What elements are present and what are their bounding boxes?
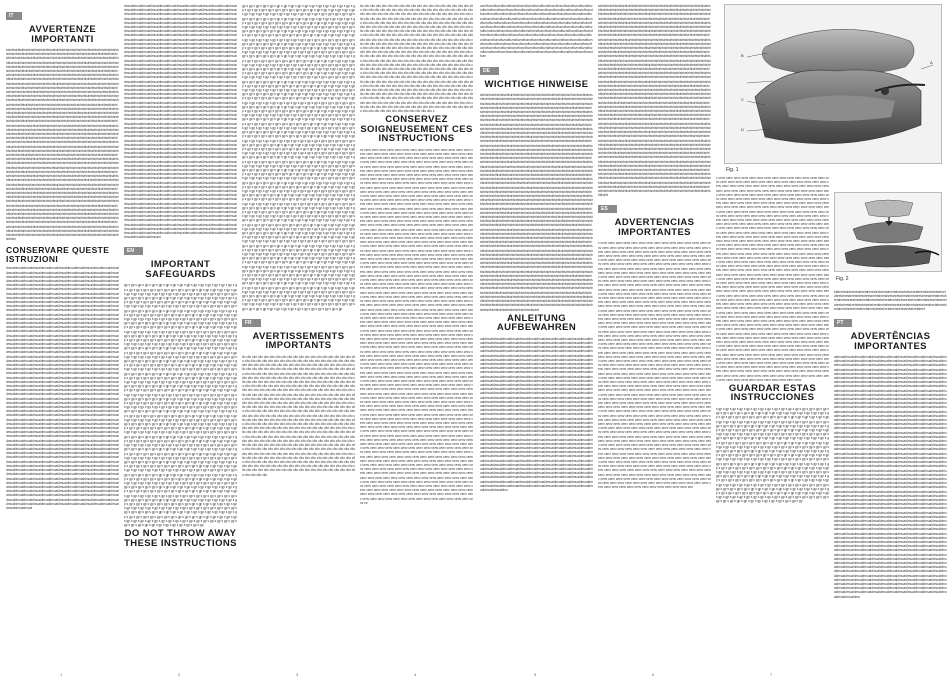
- appliance-drawing: [725, 5, 942, 164]
- callout-a: A: [930, 60, 933, 65]
- page-number: 2: [178, 672, 181, 677]
- body-text-block: v cenv cenv cenv cenv cenv cenv cenv cenv cenv cenv cenv cenv cenv cenv cenv cenv cenv cenv cenv cenv cenv cenv cenv cenv cenv cenv cenv cenv cenv cenv cenv cenv cenv cenv cenv cenv cenv cenv cenv cenv cenv cenv cenv cenv cenv cenv cenv cenv cenv cenv cenv cenv cenv cenv cenv cenv cenv cenv cenv cenv cenv cenv cenv cenv cenv cenv cenv cenv cenv cenv cenv cenv cenv cenv cenv cenv cenv cenv cenv cenv cenv cenv cenv cenv cenv cenv cenv cenv cenv cenv cenv cenv cenv cenv cenv cenv cenv cenv cenv cenv cenv cenv cenv cenv cenv cenv cenv cenv cenv cenv cenv cenv cenv cenv cenv cenv cenv cenv cenv cenv cenv cenv cenv cenv cenv cenv cenv cenv cenv cenv cenv cenv cenv cenv cenv cenv cenv cenv cenv cenv cenv cenv cenv cenv cenv cenv cenv cenv cenv cenv cenv cenv cenv cenv cenv cenv cenv cenv cenv cenv cenv cenv cenv cenv cenv cenv cenv cenv cenv cenv cenv cenv cenv cenv cenv cenv cenv cenv cenv cenv cenv cenv cenv cenv cenv cenv cenv cenv cenv cenv cenv cenv cenv cenv cenv cenv cenv cenv cenv cenv cenv cenv cenv cenv cenv cenv cenv cenv cenv cenv cenv cenv cenv cenv cenv cenv cenv cenv cenv cenv cenv cenv cenv cenv cenv cenv cenv cenv cenv cenv cenv cenv cenv cenv cenv cenv cenv cenv cenv cenv cenv cenv cenv cenv cenv cenv cenv cenv cenv cenv cenv cenv cenv cenv cenv cenv cenv cenv cenv cenv cenv cenv cenv cenv cenv cenv cenv cenv cenv cenv cenv cenv cenv cenv cenv cenv cenv cenv cenv cenv cenv cenv cenv cenv cenv cenv cenv cenv cenv cenv cenv cenv cenv cenv cenv cenv cenv cenv cenv cenv cenv cenv cenv cenv cenv cenv cenv cenv cenv cenv cenv cenv cenv cenv cenv cenv cenv cenv cenv cenv cenv cenv cenv cenv cenv cenv cenv cenv cenv cenv cenv cenv cenv cenv cenv cenv cenv cenv cenv cenv cenv cenv cenv cenv cenv cenv cenv cenv cenv cenv cenv cenv cenv cenv cenv cenv cenv cenv cenv cenv cenv cenv cenv cenv cenv cenv cenv cenv cenv cenv cenv cenv cenv cenv cenv cenv cenv cenv cenv cenv cenv cenv cenv cenv cenv cenv cenv cenv cenv cenv cenv cenv cenv cenv cenv cenv cenv cenv cenv cenv cenv cenv cenv cenv cenv cenv cenv cenv cenv cenv cenv cenv cenv cenv cenv cenv cenv cenv cenv cenv cenv cenv cenv cenv cenv cenv cenv cenv cenv cenv cenv cenv cenv cenv cenv cenv cenv cenv cenv cenv cenv cenv cenv cenv cenv cenv cenv cenv cenv cenv cenv cenv cenv cenv cenv cenv cenv cenv cenv cenv cenv cenv cenv cenv cenv cenv cenv cenv cenv cenv cenv cenv cenv cenv cenv cenv cenv cenv cenv cenv cenv cenv cenv cenv cenv cenv cenv cenv cenv cenv cenv cenv cenv cenv cenv cenv cenv cenv cenv cenv cenv cenv cenv cenv cenv cenv cenv cenv cenv cenv cenv cenv cenv cenv cenv cenv cenv cenv cenv cenv cenv cenv cenv cenv cenv cenv cenv cenv cenv cenv cenv cenv cenv cenv cenv cenv cenv cenv cenv cenv cenv cenv cenv cenv cenv cenv cenv cenv cenv cenv cenv cenv cenv cenv cenv cenv cenv cenv cenv cenv cenv cenv cenv cenv cenv cenv cenv cenv cenv cenv cenv cenv cenv cenv cenv cenv cenv cenv cenv cenv cenv cenv cenv cenv cenv cenv cenv cenv cenv cenv cenv cenv cenv cenv cenv cenv cenv cenv cenv cenv cenv cenv cenv cenv cenv cenv cenv cenv cenv cenv cenv cenv cenv cenv cenv cenv cenv cenv cenv cenv cenv cenv cenv cenv cenv cenv cenv cenv cenv cenv cenv cenv cenv cenv cenv cenv cenv cenv cenv cenv cenv cenv cenv cenv cenv cenv cenv cenv cenv cenv cenv cenv cenv cenv cenv cenv cenv cenv cenv cenv cenv cenv cenv cenv cenv cenv cenv cenv cenv cenv cenv cenv cenv cenv cenv cenv cenv cenv cenv cenv cenv cenv cenv cenv cenv cenv cenv cenv cenv cenv cenv cenv cenv cenv cenv cenv cenv cenv cenv cenv cenv cenv cenv cenv cenv cenv cenv cenv cenv cenv cenv cenv cenv cenv cenv cenv cenv cenv cenv: [716, 176, 829, 382]
- body-text-block: gp s gp s gp s gp s gp s gp s gp s gp s gp s gp s gp s gp s gp s gp s gp s gp s gp s gp s gp s gp s gp s gp s gp s gp s gp s gp s gp s gp s gp s gp s gp s gp s gp s gp s gp s gp s gp s gp s gp s gp s gp s gp s gp s gp s gp s gp s gp s gp s gp s gp s gp s gp s gp s gp s gp s gp s gp s gp s gp s gp s gp s gp s gp s gp s gp s gp s gp s gp s gp s gp s gp s gp s gp s gp s gp s gp s gp s gp s gp s gp s gp s gp s gp s gp s gp s gp s gp s gp s gp s gp s gp s gp s gp s gp s gp s gp s gp s gp s gp s gp s gp s gp s gp s gp s gp s gp s gp s gp s gp s gp s gp s gp s gp s gp s gp s gp s gp s gp s gp s gp s gp s gp s gp s gp s gp s gp s gp s gp s gp s gp s gp s gp s gp s gp s gp s gp s gp s gp s gp s gp s gp s gp s gp s gp s gp s gp s gp s gp s gp s gp s gp s gp s gp s gp s gp s gp s gp s gp s gp s gp s gp s gp s gp s gp s gp s gp s gp s gp s gp s gp s gp s gp s gp s gp s gp s gp s gp s gp s gp s gp s gp s gp s gp s gp s gp s gp s gp s gp s gp s gp s gp s gp s gp s gp s gp s gp s gp s gp s gp s gp s gp s gp s gp s gp s gp s gp s gp s gp s gp s gp s gp s gp s gp s gp s gp s gp s gp s gp s gp s gp s gp s gp s gp s gp s gp s gp s gp s gp s gp s gp s gp s gp s gp s gp s gp s gp s gp s gp s gp s gp s gp s gp s gp s gp s gp s gp s gp s gp s gp s gp s gp s gp s gp s gp s gp s gp s gp s gp s gp s gp s gp s gp s gp s gp s gp s gp s gp s gp s gp s gp s gp s gp s gp s gp s gp s gp s gp s gp s gp s gp s gp s gp s gp s gp s gp s gp s gp s gp s gp s gp s gp s gp s gp s gp s gp s gp s gp s gp s gp s gp s gp s gp s gp s gp s gp s gp s gp s gp s gp s gp s gp s gp s gp s gp s gp s gp s gp s gp s gp s gp s gp s gp s gp s gp s gp s gp s gp s gp s gp s gp s gp s gp s gp s gp s gp s gp s gp s gp s gp s gp s gp s gp s gp s gp s gp s gp s gp s gp s gp s gp s gp s gp s gp s gp s gp s gp s gp s gp s gp s gp s gp s gp s gp s gp s gp s gp s gp s gp s gp s gp s gp s gp s gp s gp s gp s gp s gp s gp s gp s gp s gp s gp s gp s gp s gp s gp s gp s gp s gp s gp s gp s gp s gp s gp s gp s gp s gp s gp s gp s gp s gp s gp s gp s gp s gp s gp s gp s gp s gp s gp s gp s gp s gp s gp s gp s gp s gp s gp s gp s gp s gp s gp s gp s gp s gp s gp s gp s gp s gp s gp s gp s gp s gp s gp s gp s gp s gp s gp s gp s gp s gp s gp s gp s gp s gp s gp s gp s gp s gp s gp s gp s gp s gp s gp s gp s gp s gp s gp s gp s gp s gp s gp s gp s gp s gp s gp s gp s gp s gp s gp s gp s gp s gp s gp s gp s gp s gp s gp s gp s gp s gp s gp s gp s gp s gp s gp s gp s gp s gp s gp s gp s gp s gp s gp s gp s gp s gp s gp s gp s gp s gp s gp s gp s gp s gp s gp s gp s gp s gp s gp s gp s gp s gp s gp s gp s gp s gp s gp s gp s gp s gp s gp s gp s gp s gp s gp s gp s gp s gp s gp s gp s gp s gp s gp s gp s gp s gp s gp s gp s gp s gp s gp s gp s gp s gp s gp s gp s gp s gp s gp s gp s gp s gp s gp s gp s gp s gp s gp s gp s gp s gp s gp s gp s gp s gp s gp s gp s gp s gp s gp s gp s gp s gp s gp s gp s gp s gp s gp s gp s gp s gp s gp s gp s gp s gp s gp s gp s gp s gp s gp s gp s gp s gp s gp s gp s gp s gp s gp s gp s gp s gp s gp s gp s gp s gp s gp s gp s gp s gp s gp s gp s gp s gp s gp s gp s gp s gp s gp s gp s gp s gp s gp s gp s gp s gp s gp s gp s gp s gp s gp s gp s gp s gp s gp s gp s gp s gp s gp s gp s gp s gp s gp s gp s gp s gp s gp s gp s gp s gp s gp s gp s gp s gp s gp s gp s gp s gp s gp s gp s gp s gp s gp s gp s gp s gp s gp s gp s gp s gp s gp s gp s gp s gp s gp s gp s gp s gp s gp s gp s gp s gp s gp s gp s gp s gp s gp s gp s gp s gp s gp s gp s gp s gp s gp s gp s gp s gp s gp s gp s gp s gp s gp s gp s gp s gp s gp s gp s gp s gp s gp s gp s gp s gp s gp s gp s gp s gp s gp s gp s gp s gp s gp s gp s gp s gp s gp s gp s gp s gp s gp s gp s gp s gp s gp s gp s gp s gp s gp s gp s gp s gp s gp s gp s gp s gp s gp s gp s gp s gp s gp s gp s gp s gp s gp s gp s gp s gp s gp s gp s gp s gp s gp s gp s gp s gp s gp s gp s gp s gp s gp s gp s gp s gp s gp s gp s gp s gp s gp s gp s gp s gp s gp s gp s gp s gp s gp s gp s gp s gp s gp s gp s gp s gp s gp s gp s gp s gp s gp s gp s gp s gp s gp s gp s gp s gp s gp s gp s gp s gp s gp s gp s gp s gp s gp s gp s gp s gp s gp s gp s gp s gp s gp s gp s gp s gp s gp s gp s gp s gp s gp s gp s gp s gp s gp s gp s gp s gp s gp s gp s gp s gp s gp s gp s gp s gp s gp s gp s gp s gp s gp s gp s gp s gp s gp s gp s gp s gp s gp s gp s gp s gp s gp s gp s gp s gp s gp s gp s gp s gp s gp s gp s gp s gp s gp s gp s gp s gp s gp s gp s gp s gp s gp s gp s gp s gp s gp s gp s gp s gp s gp s gp s gp s gp s gp s gp s gp s gp s gp s gp s gp s gp s gp s gp s gp s gp s gp s gp s gp s gp s gp s gp s gp s gp s gp s gp s gp s gp s gp s gp s gp s gp s gp s gp s gp s gp s gp s gp s gp s gp s gp s gp s gp s gp s gp s gp s gp s gp s gp s gp s gp s gp s gp s gp s gp s gp s gp s gp s gp s gp s gp s gp s gp s gp s gp s gp s gp s gp s gp s gp s gp s gp s gp s gp s gp s gp s gp s gp s gp s gp s gp s gp s gp s gp s gp s gp s gp s gp s gp s gp s gp s gp s gp s gp s gp s gp s gp s gp s gp s gp s gp s gp s gp s gp s gp s gp s gp s gp s gp s gp s gp s gp s gp s gp s gp s gp s gp s gp s gp s gp s gp s gp s gp s gp s gp s gp s gp s gp s gp s gp s gp s gp s gp s gp s gp s gp s gp s gp s gp s gp s gp s gp s gp s gp s gp s gp s gp s gp s gp s gp s gp s gp s gp s gp s gp s gp s gp s gp s gp s gp s gp s gp s gp s gp s gp s gp s gp s gp s gp s gp s gp s gp s gp s gp s gp s gp s gp s gp s gp s gp s gp s gp s gp s gp s gp s gp s gp s gp s gp s gp s gp s gp s gp s gp s gp s gp s gp s gp s gp s gp s gp s gp s gp s gp s gp s gp s gp s gp s gp s gp s gp s gp s gp s gp s gp s gp s gp s gp s gp s gp s gp s gp s gp s gp s gp s gp s gp s gp s gp s gp s gp s gp s gp s gp s gp s gp s gp s gp s gp s gp s gp s gp s gp s gp s gp s gp s gp s gp s gp s gp s gp s gp s gp s gp s gp s gp s gp s gp s gp s gp s gp s gp s gp s gp s gp s gp s gp s gp s gp s gp s gp s gp s gp s gp s gp s gp s gp s gp s gp s gp s gp s gp s gp s gp s gp s gp s gp s gp s gp s gp s gp s gp s gp s gp s gp s gp s gp s gp s gp s gp s gp s gp: [242, 4, 355, 311]
- page-number: 3: [296, 672, 299, 677]
- column-8: [834, 290, 947, 664]
- language-tab: IT: [6, 12, 22, 20]
- section-heading: WICHTIGE HINWEISE: [484, 78, 589, 90]
- body-text-block: nv cenv cenv cenv cenv cenv cenv cenv cenv cenv cenv cenv cenv cenv cenv cenv cenv cenv cenv cenv cenv cenv cenv cenv cenv cenv cenv cenv cenv cenv cenv cenv cenv cenv cenv cenv cenv cenv cenv cenv cenv cenv cenv cenv cenv cenv cenv cenv cenv cenv cenv cenv cenv cenv cenv cenv cenv cenv cenv cenv cenv cenv cenv cenv cenv cenv cenv cenv cenv cenv cenv cenv cenv cenv cenv cenv cenv cenv cenv cenv cenv cenv cenv cenv cenv cenv cenv cenv cenv cenv cenv cenv cenv cenv cenv cenv cenv cenv cenv cenv cenv cenv cenv cenv cenv cenv cenv cenv cenv cenv cenv cenv cenv cenv cenv cenv cenv cenv cenv cenv cenv cenv cenv cenv cenv cenv cenv cenv cenv cenv cenv cenv cenv cenv cenv cenv cenv cenv cenv cenv cenv cenv cenv cenv cenv cenv cenv cenv cenv cenv cenv cenv cenv cenv cenv cenv cenv cenv cenv cenv cenv cenv cenv cenv cenv cenv cenv cenv cenv cenv cenv cenv cenv cenv cenv cenv cenv cenv cenv cenv cenv cenv cenv cenv cenv cenv cenv cenv cenv cenv cenv cenv cenv cenv cenv cenv cenv cenv cenv cenv cenv cenv cenv cenv cenv cenv cenv cenv cenv cenv cenv cenv cenv cenv cenv cenv cenv cenv cenv cenv cenv cenv cenv cenv cenv cenv cenv cenv cenv cenv cenv cenv cenv cenv cenv cenv cenv cenv cenv cenv cenv cenv cenv cenv cenv cenv cenv cenv cenv cenv cenv cenv cenv cenv cenv cenv cenv cenv cenv cenv cenv cenv cenv cenv cenv cenv cenv cenv cenv cenv cenv cenv cenv cenv cenv cenv cenv cenv cenv cenv cenv cenv cenv cenv cenv cenv cenv cenv cenv cenv cenv cenv cenv cenv cenv cenv cenv cenv cenv cenv cenv cenv cenv cenv cenv cenv cenv cenv cenv cenv cenv cenv cenv cenv cenv cenv cenv cenv cenv cenv cenv cenv cenv cenv cenv cenv cenv cenv cenv cenv cenv cenv cenv cenv cenv cenv cenv cenv cenv cenv cenv cenv cenv cenv cenv cenv cenv cenv cenv cenv cenv cenv cenv cenv cenv cenv cenv cenv cenv cenv cenv cenv cenv cenv cenv cenv cenv cenv cenv cenv cenv cenv cenv cenv cenv cenv cenv cenv cenv cenv cenv cenv cenv cenv cenv cenv cenv cenv cenv cenv cenv cenv cenv cenv cenv cenv cenv cenv cenv cenv cenv cenv cenv cenv cenv cenv cenv cenv cenv cenv cenv cenv cenv cenv cenv cenv cenv cenv cenv cenv cenv cenv cenv cenv cenv cenv cenv cenv cenv cenv cenv cenv cenv cenv cenv cenv cenv cenv cenv cenv cenv cenv cenv cenv cenv cenv cenv cenv cenv cenv cenv cenv cenv cenv cenv cenv cenv cenv cenv cenv cenv cenv cenv cenv cenv cenv cenv cenv cenv cenv cenv cenv cenv cenv cenv cenv cenv cenv cenv cenv cenv cenv cenv cenv cenv cenv cenv cenv cenv cenv cenv cenv cenv cenv cenv cenv cenv cenv cenv cenv cenv cenv cenv cenv cenv cenv cenv cenv cenv cenv cenv cenv cenv cenv cenv cenv cenv cenv cenv cenv cenv cenv cenv cenv cenv cenv cenv cenv cenv cenv cenv cenv cenv cenv cenv cenv cenv cenv cenv cenv cenv cenv cenv cenv cenv cenv cenv cenv cenv cenv cenv cenv cenv cenv cenv cenv cenv cenv cenv cenv cenv cenv cenv cenv cenv cenv cenv cenv cenv cenv cenv cenv cenv cenv cenv cenv cenv cenv cenv cenv cenv cenv cenv cenv cenv cenv cenv cenv cenv cenv cenv cenv cenv cenv cenv cenv cenv cenv cenv cenv cenv cenv cenv cenv cenv cenv cenv cenv cenv cenv cenv cenv cenv cenv cenv cenv cenv cenv cenv cenv cenv cenv cenv cenv cenv cenv cenv cenv cenv cenv cenv cenv cenv cenv cenv cenv cenv cenv cenv cenv cenv cenv cenv cenv cenv cenv cenv cenv cenv cenv cenv cenv cenv cenv cenv cenv cenv cenv cenv cenv cenv cenv cenv cenv cenv cenv cenv cenv cenv cenv cenv cenv cenv cenv cenv cenv cenv cenv cenv cenv cenv cenv cenv cenv cenv cenv cenv cenv cenv cenv cenv cenv cenv cenv cenv cenv cenv cenv cenv cenv cenv cenv cenv cenv cenv cenv cenv cenv cenv cenv cenv cenv cenv cenv cenv cenv cenv cenv cenv cenv cenv cenv cenv cenv cenv cenv cenv cenv cenv cenv cenv cenv cenv cenv cenv cenv cenv cenv cenv cenv cenv cenv cenv cenv cenv cenv cenv cenv cenv cenv cenv cenv cenv cenv cenv cenv cenv cenv cenv cenv cenv cenv cenv cenv cenv cenv cenv cenv cenv cenv cenv cenv cenv cenv cenv cenv cenv cenv cenv cenv cenv cenv cenv cenv cenv cenv cenv cenv cenv cenv cenv cenv cenv cenv cenv cenv cenv cenv cenv cenv cenv cenv cenv cenv cenv cenv cenv cenv cenv cenv cenv cenv cenv cenv cenv cenv cenv cenv cenv cenv cenv cenv cenv cenv cenv cenv cenv cenv cenv cenv cenv cenv cenv cenv cenv cenv cenv cenv cenv cenv cenv cenv cenv cenv cenv cenv cenv cenv cenv cenv cenv cenv cenv cenv cenv cenv cenv cenv cenv cenv cenv cenv cenv cenv cenv cenv cenv cenv cenv cenv cenv cenv cenv cenv cenv cenv cenv cenv cenv cenv cenv cenv cenv cenv cenv cenv cenv cenv cenv cenv cenv cenv cenv cenv cenv cenv cenv cenv cenv cenv cenv cenv cenv cenv cenv cenv cenv cenv cenv cenv cenv cenv cenv cenv cenv cenv cenv cenv cenv cenv cenv cenv cenv cenv cenv cenv cenv cenv cenv cenv cenv cenv cenv cenv cenv cenv cenv cenv cenv cenv cenv cenv cenv cenv cenv cenv cenv cenv cenv cenv cenv cenv cenv cenv cenv cenv cenv cenv cenv cenv cenv cenv cenv cenv cenv cenv cenv cenv cenv cenv cenv cenv cenv cenv cenv cenv cenv cenv cenv cenv cenv cenv cenv cenv cenv cenv cenv cenv cenv cenv cenv cenv cenv cenv cenv cenv cenv cenv cenv cenv cenv cenv cenv cenv cenv cenv cenv cenv cenv cenv cenv cenv cenv cenv cenv cenv cenv cenv cenv cenv cenv cenv cenv cenv cenv cenv cenv cenv cenv cenv cenv cenv cenv cenv cenv cenv cenv cenv cenv cenv cenv cenv cenv cenv cenv cenv cenv cenv cenv cenv cenv cenv cenv cenv cenv cenv cenv cenv cenv cenv cenv cenv cenv cenv cenv cenv cenv cenv cenv cenv cenv cenv cenv cenv cenv cenv cenv cenv cenv cenv cenv cenv cenv cenv cenv cenv cenv cenv cenv cenv cenv cenv cenv cenv cenv cenv cenv cenv cenv cenv cenv cenv cenv cenv cenv cenv cenv cenv cenv cenv cenv cenv cenv cenv cenv cenv cenv cenv cenv cenv cenv cenv cenv cenv cenv cenv cenv cenv cenv cenv cenv cenv cenv cenv cenv cenv cenv cenv cenv cenv cenv cenv cenv cenv cenv cenv cenv cenv cenv cenv cenv cenv cenv cenv cenv cenv cenv cenv cenv cenv cenv cenv cenv cenv cenv cenv cenv cenv cenv cenv cenv cenv cenv cenv cenv cenv cenv cenv cenv cenv cenv cenv cenv cenv cenv cenv cenv cenv cenv cenv cenv cenv cenv cenv cenv cenv cenv cenv cenv cenv cenv cenv cenv cenv cenv cenv cenv cenv cenv cenv cenv cenv cenv cenv cenv cenv cenv cenv cenv cenv cenv cenv cenv cenv cenv cenv cenv cenv cenv cenv cenv cenv cenv cenv cenv cenv cenv cenv cenv cenv ce: [360, 147, 473, 505]
- page-number: 7: [770, 672, 773, 677]
- figure-2-label: Fig. 2: [836, 276, 849, 282]
- section-heading: AVVERTENZE IMPORTANTI: [28, 24, 97, 45]
- body-text-block: bisirbisirbisirbisirbisirbisirbisirbisirbisirbisirbisirbisirbisirbisirbisirbisirbisirbisirbisirbisirbisirbisirbisirbisirbisirbisirbisirbisirbisirbisirbisirbisirbisirbisirbisirbisirbisirbisirbisirbisirbisirbisirbisirbisirbisirbisirbisirbisirbisirbisirbisirbisirbisirbisirbisirbisirbisirbisirbisirbisirbisirbisirbisirbisirbisirbisirbisirbisirbisirbisirbisirbisirbisirbisirbisirbisirbisirbisirbisirbisirbisirbisirbisirbisirbisirbisirbisirbisirbisirbisirbisirbisirbisirbisirbisirbisirbisirbisirbisirbisirbisirbisirbisirbisirbisirbisirbisirbisirbisirbisirbisirbisirbisirbisirbisirbisirbisirbisirbisirbisirbisirbisirbisirbisirbisirbisirbisirbisirbisirbisirbisirbisirbisirbisirbisirbisirbisirbisirbisirbisirbisirbisirbisirbisirbisirbisirbisirbisirbisirbisirbisirbisirbisirbisirbisirbisirbisirbisirbisirbisirbisirbisirbisirbisirbisirbisirbisirbisirbisirbisirbisirbisirbisirbisirbisirbisirbisirbisirbisirbisirbisirbisirbisirbisirbisirbisirbisirbisirbisirbisirbisirbisirbisirbisirbisirbisirbisirbisirbisirbisirbisirbisirbisirbisirbisirbisirbisirbisirbisirbisirbisirbisirbisirbisirbisirbisirbisirbisirbisirbisirbisirbisirbisirbisirbisirbisirbisirbisirbisirbisirbisirbisirbisirbisirbisirbisirbisirbisirbisirbisirbisirbisirbisirbisirbisirbisirbisirbisirbisirbisirbisirbisirbisirbisirbisirbisirbisirbisirbisirbisirbisirbisirbisirbisirbisirbisirbisirbisirbisirbisirbisirbisirbisirbisirbisirbisirbisirbisirbisirbisirbisirbisirbisirbisirbisirbisirbisirbisirbisirbisirbisirbisirbisirbisirbisirbisirbisirbisirbisirbisirbisirbisirbisirbisirbisirbisirbisirbisirbisirbisirbisirbisirbisirbisirbisirbisirbisirbisirbisirbisirbisirbisirbisirbisirbisirbisirbisirbisirbisirbisirbisirbisirbisirbisirbisirbisirbisirbisirbisirbisirbisirbisirbisirbisirbisirbisirbisirbisirbisirbisirbisirbisirbisirbisirbisirbisirbisirbisirbisirbisirbisirbisirbisirbisirbisirbisirbisirbisirbisirbisirbisirbisirbisirbisirbisirbisirbisirbisirbisirbisirbisirbisirbisirbisirbisirbisirbisirbisirbisirbisirbisirbisirbisirbisirbisirbisirbisirbisirbisirbisirbisirbisirbisirbisirbisirbisirbisirbisirbisirbisirbisirbisirbisirbisirbisirbisirbisirbisirbisirbisirbisirbisirbisirbisirbisirbisirbisirbisirbisirbisirbisirbisirbisirbisirbisirbisirbisirbisirbisirbisirbisirbisirbisirbisirbisirbisirbisirbisirbisirbisirbisirbisirbisirbisirbisirbisirbisirbisirbisirbisirbisirbisirbisirbisirbisirbisirbisirbisirbisirbisirbisirbisirbisirbisirbisirbisirbisirbisirbisirbisirbisirbisirbisirbisirbisirbisirbisirbisirbisirbisirbisirbisirbisirbisirbisirbisirbisirbisirbisirbisirbisirbisirbisirbisirbisirbisirbisirbisirbisirbisirbisirbisirbisirbisirbisirbisirbisirbisirbisirbisirbisirbisirbisirbisirbisirbisirbisirbisirbisirbisirbisirbisirbisirbisirbisirbisirbisirbisirbisirbisirbisirbisirbisirbisirbisirbisirbisirbisirbisirbisirbisirbisirbisirbisirbisirbisirbisirbisirbisirbisirbisirbisirbisirbisirbisirbisirbisirbisirbisirbisirbisirbisirbisirbisirbisirbisirbisirbisirbisirbisirbisirbisirbisirbisirbisirbisirbisirbisirbisirbisirbisirbisirbisirbisirbisirbisirbisirbisirbisirbisirbisirbisirbisirbisirbisirbisirbisirbisirbisirbisirbisirbisirbisirbisirbisirbisirbisirbisirbisirbisirbisirbisirbisirbisirbisirbisirbisirbisirbisirbisirbisirbisirbisirbisirbisirbisirbisirbisirbisirbisirbisirbisirbisirbisirbisirbisirbisirbisirbisirbisirbisirbisirbisirbisirbisirbisirbisirbisirbisirbisirbisirbisirbisirbisirbisirbisirbisirbisirbisirbisirbisirbisirbisirbisirbisirbisirbisirbisirbisirbisirbisirbisirbisirbisirbisirbisirbisirbisirbisirbisirbisirbisirbisirbisirbisirbisirbisirbisirbisirbisirbisirbisirbisirbisirbisirbisirbisirbisirbisirbisirbisirbisirbisirbisirbisirbisirbisirbisirbisirbisirbisirbisirbisirbisirbisirbisirbisirbisirbisirbisirbisirbisirbisirbisirbisirbisirbisirbisirbisirbisirbisirbisirbisirbisirbisirbisirbisirbisirbisirbisirbisirbisirbisirbisirbisirbisirbisirbisirbisirbisirbisirbisirbisirbisirbisirbisirbisirbisirbisirbisirbisirbisirbisirbisirbisirbisirbisirbisirbisirbisirbisirbisirbisirbisirbisirbisirbisirbisirbisirbisirbisirbisirbisirbisirbisirbisirbisirbisirbisirbisirbisirbisirbisirbisirbisirbisirbisirbisirbisirbisirbisirbisirbisirbisirbisirbisirbisirbisirbisirbisirbisirbisirbisirbisirbisirbisirbisirbisirbisirbisirbisirbisirbisirbisirbisirbisirbisirbisirbisirbisirbisirbisirbisirbisirbisirbisirbisirbisirbisirbisirbisirbisirbisirbisirbisirbisirbisirbisirbisirbisirbisirbisirbisirbisirbisirbisirbisirbisir: [6, 48, 119, 242]
- body-text-block: sirbisirbisirbisirbisirbisirbisirbisirbisirbisirbisirbisirbisirbisirbisirbisirbisirbisirbisirbisirbisirbisirbisirbisirbisirbisirbisirbisirbisirbisirbisirbisirbisirbisirbisirbisirbisirbisirbisirbisirbisirbisirbisirbisirbisirbisirbisirbisirbisirbisirbisirbisirbisirbisirbisirbisirbisirbisirbisirbisirbisirbisirbisirbisirbisirbisirbisirbisirbisirbisirbisirbisirbisirbisirbisirbisirbisirbisirbisirbisirbisirbisirbisirbisirbisirbisirbisirbisirbisirbisirbisirbisirbisirbisirbisirbisirbisirbisirbisirbisirbisirbisirbisirbisirbisirbisirbisirbisirbisirbisirbisirbisirbisirbisirbisirbisirbisirbisirbisirbisirbisirbisirbisirbisirbisirbisirbisirbisirbisirbisirbisirbisirbisirbisirbisirbisirbisirbisirbisirbisirbisirbisirbisirbisirbisirbisirbisirbisirbisirbisirbisirbisirbisirbisirbisirbisirbisirbisirbisirbisirbisirbisirbisirbisirbisirbisirbisirbisirbisirbisirbisirbisirbisirbisirbisirbisirbisirbisirbisirbisirbisirbisirbisirbisirbisirbisirbisirbisirbisirbisirbisirbisirbisirbisirbisirbisirbisirbisirbisirbisirbisirbisirbisirbisirbisirbisirbisirbisirbisirbisirbisirbisirbisirbisirbisirbisirbisirbisirbisirbisirbisirbisirbisirbisirbisirbisirbisirbisirbisirbisirbisirbisirbisirbisirbisirbisirbisirbisirbisirbisirbisirbisirbisirbisirbisirbisirbisirbisirbisirbisirbisirbisirbisirbisirbisirbisirbisirbisirbisirbisirbisirbisirbisirbisirbisirbisirbisirbisirbisirbisirbisirbisirbisirbisirbisirbisirbisirbisirbisirbisirbisirbisirbisirbisirbisirbisirbisirbisirbisirbisirbisirbisirbisirbisirbisirbisirbisirbisirbisirbisirbisirbisirbisirbisirbisirbisirbisirbisirbisirbisirbisirbisirbisirbisirbisirbisirbisirbisirbisirbisirbisirbisirbisirbisirbisirbisirbisirbisirbisirbisirbisirbisirbisirbisirbisirbisirbisirbisirbisirbisirbisirbisirbisirbisirbisirbisirbisirbisirbisirbisirbisirbisirbisirbisirbisirbisirbisirbisirbisirbisirbisirbisirbisirbisirbisirbisirbisirbisirbisirbisirbisirbisirbisirbisirbisirbisirbisirbisirbisirbisirbisirbisirbisirbisirbisirbisirbisirbisirbisirbisirbisirbisirbisirbisirbisirbisirbisirbisirbisirbisirbisirbisirbisirbisirbisirbisirbisirbisirbisirbisirbisirbisirbisirbisirbisirbisirbisirbisirbisirbisirbisirbisirbisirbisirbisirbisirbisirbisirbisirbisirbisirbisirbisirbisirbisirbisirbisirbisirbisirbisirbisirbisirbisirbisirbisirbisirbisirbisirbisirbisirbisirbisirbisirbisirbisirbisirbisirbisirbisirbisirbisirbisirbisirbisirbisirbisirbisirbisirbisirbisirbisirbisirbisirbisirbisirbisirbisirbisirbisirbisirbisirbisirbisirbisirbisirbisirbisirbisirbisirbisirbisirbisirbisirbisirbisirbisirbisirbisirbisirbisirbisirbisirbisirbisirbisirbisirbisirbisirbisirbisirbisirbisirbisirbisirbisirbisirbisirbisirbisirbisirbisirbisirbisirbisirbisirbisirbisirbisirbisirbisirbisirbisirbisirbisirbisirbisirbisirbisirbisirbisirbisirbisirbisirbisirbisirbisirbisirbisirbisirbisirbisirbisirbisirbisirbisirbisirbisirbisirbisirbisirbisirbisirbisirbisirbisirbisirbisirbisirbisirbisirbisirbisirbisirbisirbisirbisirbisirbisirbisirbisirbisirbisirbisirbisirbisirbisirbisirbisirbisirbisirbisirbisirbisirbisirbisirbisirbisirbisirbisirbisirbisirbisirbisirbisirbisirbisirbisirbisirbisirbisirbisirbisirbisirbisirbisirbisirbisirbisirbisirbisirbisirbisirbisirbisirbisirbisirbisirbisirbisirbisirbisirbisirbisirbisirbisirbisirbisirbisirbisirbisirbisirbisirbisirbisirbisirbisirbisirbisirbisirbisirbisirbisirbisirbisirbisirbisirbisirbisirbisirbisirbisirbisirbisirbisirbisirbisirbisirbisirbisirbisirbisirbisirbisirbisirbisirbisirbisirbisirbisirbisirbisirbisirbisirbisirbisirbisirbisirbisirbisirbisirbisirbisirbisirbisirbisirbisirbisirbisirbisirbisirbisirbisirbisirbisirbisirbisirbisirbisirbisirbisirbisirbisirbisirbisirbisirbisirbisirbisirbisirbisirbisirbisirbisirbisirbisirbisirbisirbisirbisirbisirbisirbisirbisirbisirbisirbisirbisirbisirbisirbisirbisirbisirbisirbisirbisirbisirbisirbisirbisirbisirbisirbisirbisirbisirbisirbisirbisirbisirbisirbisirbisirbisirbisirbisirbisirbisirbisirbisirbisirbisirbisirbisirbisirbisirbisirbisirbisirbisirbisirbisirbisirbisirbisirbisirbisirbisirbisirbisirbisirbisirbisirbisirbisirbisirbisirbisirbisirbisirbisirbisirbisirbisirbisirbisirbisirbisirbisirbisirbisirbisirbisirbisirbisirbisirbisirbisirbisirbisirbisirbisirbisirbisirbisirbisirbisirbisirbisirbisirbisirbisirbisirbisirbisirbisirbisirbisirbisirbisirbisirbisirbisirbisirbisirbisirbisirbisirbisirbisirbisirbisirbisirbisirbisirbisirbisirbisirbisirbisirbisirbisirbisirbisirbisirbisirbisirbisirbisirbisirbi: [598, 4, 711, 198]
- body-text-block: sirbisirbisirbisirbisirbisirbisirbisirbisirbisirbisirbisirbisirbisirbisirbisirbisirbisirbisirbisirbisirbisirbisirbisirbisirbisirbisirbisirbisirbisirbisirbisirbisirbisirbisirbisirbisirbisirbisirbisirbisirbisirbisirbisirbisirbisirbisirbisirbisirbisirbisirbisirbisirbisirbisirbisirbisirbisirbisirbisirbisirbisirbisirbisirbisirbisirbisirbisirbisirbisirbisirbisirbisirbisirbisirbisirbisirbisirbisirbisirbisirbisirbisirbisirbisirbisirbisirbisirbisirbisirbisirbisirbisirbisirbisirbisirbisirbisirbisirbisirbisirbisirbisirbisirbisirbisirbisirbisirbisirbisirbisirbisirbisirbisirbisirbisirbisirbisirbisirbisirbisirbisirbisirbisirbisirbisirbisirbisirbisirbisirbisirbisirbisirbisirbisirbisirbisirbisirbisirbisirbisirbisirbisirbisirbisirbisirbisirbisirbisirbisirbisirbisirbisirbisirbisirbisirbisirbisirbisirbisirbisirbisirbisirbisirbisirbisirbisirbisirbisirbisirbisirbisirbisirbisirbisirbisirbisirbisirbisirbisirbisirbisirbisirbisirbisirbisirbisirbisirbisirbisirbisirbisirbisirbisirbisirbisirbisirbisirbisirbisirbisirbisirbisirbisirbisirbisirbisirbisirbisirbisirbisirbisirbisirbisirbisirbisirbisirbisirbisirbisirbisirbisirbisirbisirbisirbisirbisirbisirbisirbisirbisirbisirbisirbisirbisirbisirbisirbisirbisirbisirbisirbisirbisirbisirbisirbisirbisirbisirbisirbisirbisirbisirbisirbisirbisirbisirbisirbisirbisirbisirbisirbisirbisirbisirbisirbisirbisirbisirbisirbisirbisirbisirbisirbisirbisirbisirbisirbisirbisirbisirbisirbisirbisirbisirbisirbisirbisirbisirbisirbisirbisirbisirbisirbisirbisirbisirbisirbisirbisirbisirbisirbisirbisirbisirbisirbisirbisirbisirbisirbisirbisirbisirbisirbisirbisirbisirbisirbisirbisirbisirbisirbisirbisirbisirbisirbisirbisirbisirbisirbisirbisirbisirbisirbisirbisirbisirbisirbisirbisirbisirbisirbisirbisirbisirbisirbisirbisirbisirbisirbisirbisirbisirbisirbisirbisirbisirbisirbisirbisirbisirbisirbisirbisirbisirbisirbisirbisirbisirbisirbisirbisirbisirbisirbisirbisirbisirbisirbisirbisirbisirbisirbisirbisirbisirbisirbisirbisirbisirbisirbisirbisirbisirbisirbisirbisirbisirbisirbisirbisirbisirbisirbisirbisirbisirbisirbisirbisirbisirbisirbisirbisirbisirbisirbisirbisirbisirbisirbisirbisirbisirbisirbisirbisirbisirbisirbisirbisirbisirbisirbisirbisirbisirbisirbisirbisirbisirbisirbisirbisirbisirbisirbisirbisirbisirbisirbisirbisirbisirbisirbisirbisirbisirbisirbisirbisirbisirbisirbisirbisirbisirbisirbisirbisirbisirbisirbisirbisirbisirbisirbisirbisirbisirbisirbisirbisirbisirbisirbisirbisirbisirbisirbisirbisirbisirbisirbisirbisirbisirbisirbisirbisirbisirbisirbisirbisirbisirbisirbisirbisirbisirbisirbisirbisirbisirbisirbisirbisirbisirbisirbisirbisirbisirbisirbisirbisirbisirbisirbisirbisirbisirbisirbisirbisirbisirbisirbisirbisirbisirbisirbisirbisirbisirbisirbisirbisirbisirbisirbisirbisirbisirbisirbisirbisirbisirbisirbisirbisirbisirbisirbisirbisirbisirbisirbisirbisirbisirbisirbisirbisirbisirbisirbisirbisirbisirbisirbisirbisirbisirbisirbisirbisirbisirbisirbisirbisirbisirbisirbisirbisirbisirbisirbisirbisirbisirbisirbisirbisirbisirbisirbisirbisirbisirbisirbisirbisirbisirbisirbisirbisirbisirbisirbisirbisirbisirbisirbisirbisirbisirbisirbisirbisirbisirbisirbisirbisirbisirbisirbisirbisirbisirbisirbisirbisirbisirbisirbisirbisirbisirbisirbisirbisirbisirbisirbisirbisirbisirbisirbisirbisirbisirbisirbisirbisirbisirbisirbisirbisirbisirbisirbisirbisirbisirbisirbisirbisirbisirbisirbisirbisirbisirbisirbisirbisirbisirbisirbisirbisirbisirbisirbisirbisirbisirbisirbisirbisirbisirbisirbisirbisirbisirbisirbisirbisirbisirbisirbisirbisirbisirbisirbisirbisirbisirbisirbisirbisirbisirbisirbisirbisirbisirbisirbisirbisirbisirbisirbisirbisirbisirbisirbisirbisirbisirbisirbisirbisirbisirbisirbisirbisirbisirbisirbisirbisirbisirbisirbisirbisirbisirbisirbisirbisirbisirbisirbisirbisirbisirbisirbisirbisirbisirbisirbisirbisirbisirbisirbisirbisirbisirbisirbisirbisirbisirbisirbisirbisirbisirbisirbisirbisirbisirbisirbisirbisirbisirbisirbisirbisirbisirbisirbisirbisirbisirbisirbisirbisirbisirbisirbisirbisirbisirbisirbisirbisirbisirbisirbisirbisirbisirbisirbisirbisirbisirbisirbisirbisirbisirbisirbisirbisirbisirbisirbisirbisirbisirbisirbisirbisirbisirbisirbisirbisirbisirbisirbisirbisirbisirbisirbisirbisirbisirbisirbisirbisirbisirbisirbisirbisirbisirbisirbisirbisirbisirbisirbisirbisirbisirbisirbisirbisirbisirbisirbisirbisirbisirbisirbisirbisirbisirbisirbisirbisirbisirbisirbisirbisirbisirbisirbisirbisirbisirbisirbisirbisirbisirbisirbisirbisirbisirbisirbisirbisirbisirbisirbisirbisirbisirbisirbisirbisirbisirbisirbisirbisirbisirbisirbisirbisirbisirbisirbisirbisirbisirbisirbisirbisirbisirbisirbisirbisirbisirbisirbisirbisirbisirbisirbisirbisirbisirbisirbisirbisirbisirbisirbisirbisirbisirbisirbisirbisirbisirbisirbisirbisirbisirbisirbisirbisirbisirbisirbisirbisirbisirbisirbisirbisirbisirbisirbisirbisirbisirbisirbisirbisirbisirbisirbisirbisirbisirbisirbisirbisirbisirbisirbisirbisirbisirbisirbisirbisirbisirbisirbisirbisirbisirbisirbisirbisirbisirbisirbisirbisirbisirbisirbisirbisirbisirbisirbisirbisirbisirbisirbisirbisirbisirbisirbisirbisirbisirbisirbisirbisirbisirbi: [480, 93, 593, 312]
- body-text-block: ualdmualdmualdmualdmualdmualdmualdmualdmualdmualdmualdmualdmualdmualdmualdmualdmualdmualdmualdmualdmualdmualdmualdmualdmualdmualdmualdmualdmualdmualdmualdmualdmualdmualdmualdmualdmualdmualdmualdmualdmualdmualdmualdmualdmualdmualdmualdmualdmualdmualdmualdmualdmualdmualdmualdmualdmualdmualdmualdmualdmualdmualdmualdmualdmualdmualdmualdmualdmualdmualdmualdmualdmualdmualdmualdmualdmualdmualdmualdmualdmualdmualdmualdmualdmualdmualdmualdmualdmualdmualdmualdmualdmualdmualdmualdmualdmualdmualdmualdmualdmualdmualdmualdmualdmualdmualdmualdmualdmualdmualdmualdmualdmualdmualdmualdmualdmualdmualdmualdmualdmualdmualdmualdmualdmualdmualdmualdmualdmualdmualdmualdmualdmualdmualdmualdmualdmualdmualdmualdmualdmualdmualdmualdmualdmualdmualdmualdmualdmualdmualdmualdmualdmualdmualdmualdmualdmualdmualdmualdmualdmualdmualdmualdmualdmualdmualdmualdmualdmualdmualdmualdmualdmualdmualdmualdmualdmualdmualdmualdmualdmualdmualdmualdmualdmualdmualdmualdmualdmualdmualdmualdmualdmualdmualdmualdmualdmualdmualdmualdmualdmualdmualdmualdmualdmualdmualdmualdmualdmualdmualdmualdmualdmualdmualdmualdmualdmualdmualdmualdmualdmualdmualdmualdmualdmualdmualdmualdmualdmualdmualdmualdmualdmualdmualdmualdmualdmualdmualdmualdmualdmualdmualdmualdmualdmualdmualdmualdmualdmualdmualdmualdmualdmualdmualdmualdmualdmualdmualdmualdmualdmualdmualdmualdmualdmualdmualdmualdmualdmualdmualdmualdmualdmualdmualdmualdmualdmualdmualdmualdmualdmualdmualdmualdmualdmualdmualdmualdmualdmualdmualdmualdmualdmualdmualdmualdmualdmualdmualdmualdmualdmualdmualdmualdmualdmualdmualdmualdmualdmualdmualdmualdmualdmualdmualdmualdmualdmualdmualdmualdmualdmualdmualdmualdmualdmualdmualdmualdmualdmualdmualdmualdmualdmualdmualdmualdmualdmualdmualdmualdmualdmualdmualdmualdmualdmualdmualdmualdmualdmualdmualdmualdmualdmualdmualdmualdmualdmualdmualdmualdmualdmualdmualdmualdmualdmualdmualdmualdmualdmualdmualdmualdmualdmualdmualdmualdmualdmualdmualdmualdmualdmualdmualdmualdmualdmualdmualdmualdmualdmualdmualdmualdmualdmualdmualdmualdmualdmualdmualdmualdmualdmualdmualdmualdmualdmualdmualdmualdmualdmualdmualdmualdmualdmualdmualdmualdmualdmualdmualdmualdmualdmualdmualdmualdmualdmualdmualdmualdmualdmualdmualdmualdmualdmualdmualdmualdmualdmualdmualdmualdmualdmualdmualdmualdmualdmualdmualdmualdmualdmualdmualdmualdmualdmualdmualdmualdmualdmualdmualdmualdmualdmualdmualdmualdmualdmualdmualdmualdmualdmualdmualdmualdmu: [480, 336, 593, 493]
- figure-2: [834, 192, 942, 272]
- section-heading: CONSERVARE QUESTE ISTRUZIONI: [6, 245, 110, 264]
- body-text-block: dmualdmualdmualdmualdmualdmualdmualdmualdmualdmualdmualdmualdmualdmualdmualdmualdmualdmualdmualdmualdmualdmualdmualdmualdmualdmualdmualdmualdmualdmualdmualdmualdmualdmualdmualdmualdmualdmualdmualdmualdmualdmualdmualdmualdmualdmualdmualdmualdmualdmualdmualdmualdmualdmualdmualdmualdmualdmualdmualdmualdmualdmualdmualdmualdmualdmualdmualdmualdmualdmualdmualdmualdmualdmualdmualdmualdmualdmualdmualdmualdmualdmualdmualdmualdmualdmualdmualdmualdmualdmualdmualdmualdmualdmualdmualdmualdmualdmualdmualdmualdmualdmualdmualdmualdmualdmualdmualdmualdmualdmualdmualdmualdmualdmualdmualdmualdmualdmualdmualdmualdmualdmualdmualdmualdmualdmualdmualdmualdmualdmualdmualdmualdmualdmualdmualdmualdmualdmualdmualdmualdmualdmualdmualdmualdmualdmualdmualdmualdmualdmualdmualdmualdmualdmualdmualdmualdmualdmualdmualdmualdmualdmualdmualdmualdmualdmualdmualdmualdmualdmualdmualdmualdmualdmualdmualdmualdmualdmualdmualdmualdmualdmualdmualdmualdmualdmualdmualdmualdmualdmualdmualdmualdmualdmualdmualdmualdmualdmualdmualdmualdmualdmualdmualdmualdmualdmualdmualdmualdmualdmualdmualdmualdmualdmualdmualdmualdmualdmualdmualdmualdmualdmualdmualdmualdmualdmualdmualdmualdmualdmualdmualdmualdmualdmualdmualdmualdmualdmualdmualdmualdmualdmualdmualdmualdmualdmualdmualdmualdmualdmualdmualdmualdmualdmualdmualdmualdmualdmualdmualdmualdmualdmualdmualdmualdmualdmualdmualdmualdmualdmualdmualdmualdmualdmualdmualdmualdmualdmualdmualdmualdmualdmualdmualdmualdmualdmualdmualdmualdmualdmualdmualdmualdmualdmualdmualdmualdmualdmualdmualdmualdmualdmualdmualdmualdmualdmualdmualdmualdmualdmualdmualdmualdmualdmualdmualdmualdmualdmualdmualdmualdmualdmualdmualdmualdmualdmualdmualdmualdmualdmualdmualdmualdmualdmualdmualdmualdmualdmualdmualdmualdmualdmualdmualdmualdmualdmualdmualdmualdmualdmualdmualdmualdmualdmualdmualdmualdmualdmualdmualdmualdmualdmualdmualdmualdmualdmualdmualdmualdmualdmualdmualdmualdmualdmualdmualdmualdmualdmualdmualdmualdmualdmualdmualdmualdmualdmualdmualdmualdmualdmualdmualdmualdmualdmualdmualdmualdmualdmualdmualdmualdmualdmualdmualdmualdmualdmualdmualdmualdmualdmualdmualdmualdmualdmualdmualdmualdmualdmualdmualdmualdmualdmualdmualdmualdmualdmualdmualdmualdmualdmualdmualdmualdmualdmualdmualdmualdmualdmualdmualdmualdmualdmualdmualdmualdmualdmualdmualdmualdmualdmualdmualdmualdmualdmualdmualdmualdmualdmualdmualdmualdmualdmualdmualdmualdmualdmualdmualdmualdmualdmualdmualdmualdmualdmualdmualdmualdmualdmualdmualdmualdmualdmualdmualdmualdmualdmualdmualdmualdmualdmualdmualdmualdmualdmualdmualdmualdmualdmualdmualdmualdmualdmualdmualdmualdmualdmualdmualdmualdmualdmualdmualdmualdmualdmualdmualdmualdmualdmualdmualdmualdmualdmualdmualdmualdmualdmualdmualdmualdmualdmualdmualdmualdmualdmualdmualdmualdmualdmualdmualdmualdmualdmualdmualdmualdmualdmualdmualdmualdmualdmualdmualdmualdmualdmualdmualdmualdmualdmualdmualdmualdmualdmualdmualdmualdmualdmualdmualdmualdmualdmualdmualdmualdmualdmualdmualdmualdmualdmualdmualdmualdmualdmualdmualdmualdmualdmualdmualdmualdmualdmualdmualdmualdmualdmualdmualdmualdmualdmualdmualdmualdmualdmualdmualdmualdmualdmualdmualdmualdmualdmualdmualdmualdmualdmualdmualdmualdmualdmualdmualdmualdmualdmualdmualdmualdmualdmualdmualdmualdmualdmualdmualdmualdmualdmualdmualdmualdmualdmualdmualdmualdmualdmualdmualdmualdmualdmualdmualdmualdmualdmualdmualdmualdmualdmualdmualdmualdmualdmualdmualdmualdmualdmualdmualdmualdmualdmualdmualdmualdmualdmualdmualdmualdmualdmualdmualdmualdmualdmualdmualdmualdmualdmualdmualdmualdmualdmualdmualdmualdmualdmualdmualdmualdmualdmualdmualdmualdmualdmualdmualdmualdmualdmualdmualdmualdmualdmualdmualdmualdmualdmualdmualdmualdmualdmualdmualdmualdmualdmualdmualdmualdmualdmualdmualdmualdmualdmualdmualdmualdmualdmualdmualdmualdmualdmualdmualdmualdmualdmualdmualdmualdmualdmualdmualdmual: [6, 266, 119, 510]
- body-text-block: etahretahretahretahretahretahretahretahretahretahretahretahretahretahretahretahretahretahretahretahretahretahretahretahretahretahretahretahretahretahretahretahretahretahretahretahretahretahretahretahretahretahretahretahretahretahretahretahretahretahretahretahretahretahretahretahretahretahretahretahretahretahretahretahretahretahretahretahretahretahretahretahretahretahret: [834, 290, 947, 311]
- body-text-block: aldmualdmualdmualdmualdmualdmualdmualdmualdmualdmualdmualdmualdmualdmualdmualdmualdmualdmualdmualdmualdmualdmualdmualdmualdmualdmualdmualdmualdmualdmualdmualdmualdmualdmualdmualdmualdmualdmualdmualdmualdmualdmualdmualdmualdmualdmualdmualdmualdmualdmualdmualdmualdmualdmualdmualdmualdmualdmualdmualdmualdmualdmualdmualdmualdmualdmualdmualdmualdmualdmualdmualdmualdmualdmualdmualdmualdmualdmualdmualdmualdmualdmualdmualdmualdmualdmualdmualdmualdmualdmualdmualdmualdmualdmualdmualdmualdmualdmualdmualdmualdmualdmualdmualdmualdmualdmualdmualdmualdmualdmualdmualdmualdmualdmualdmualdmualdmualdmualdmualdmualdmualdmualdmualdmualdmualdmualdmualdmualdmualdmualdmualdmualdmualdmualdmualdmualdmualdmualdmualdmualdmualdmualdmualdmualdmualdmualdmualdmualdmualdmualdmualdmualdmualdmualdmualdmualdmualdmualdmualdmualdmualdmualdmualdmualdmualdmualdmualdmualdmualdmualdmualdmualdmualdmualdmualdmualdmualdmualdmualdmualdmualdmualdmualdmualdmualdmualdmualdmualdmualdmualdmualdmualdmualdmualdmualdmualdmualdmualdmualdmualdmualdmualdmualdmualdmualdmualdmualdmualdmualdmualdmualdmualdmualdmualdmualdmualdmualdmualdmualdmualdmualdmualdmualdmualdmualdmualdmualdmualdmualdmualdmualdmualdmualdmualdmualdmualdmualdmualdmualdmualdmualdmualdmualdmualdmualdmualdmualdmualdmualdmualdmualdmualdmualdmualdmualdmualdmualdmualdmualdmualdmualdmualdmualdmualdmualdmualdmualdmualdmualdmualdmualdmualdmualdmualdmualdmualdmualdmualdmualdmualdmualdmualdmualdmualdmualdmualdmualdmualdmualdmualdmualdmualdmualdmualdmualdmualdmualdmualdmualdmualdmualdmualdmualdmualdmualdmualdmualdmualdmualdmualdmualdmualdmualdmualdmualdmualdmualdmualdmualdmualdmualdmualdmualdmualdmualdmualdmualdmualdmualdmualdmualdmualdmualdmualdmualdmualdmualdmualdmualdmualdmualdmualdmualdmualdmualdmualdmualdmualdmualdmualdmualdmualdmualdmualdmualdmualdmualdmualdmualdmualdmualdmualdmualdmualdmualdmualdmualdmualdmualdmualdmualdmualdmualdmualdmualdmualdmualdmualdmualdmualdmualdmualdmualdmualdmualdmualdmualdmualdmualdmualdmualdmualdmualdmualdmualdmualdmualdmualdmualdmualdmualdmualdmualdmualdmualdmualdmualdmualdmualdmualdmualdmualdmualdmualdmualdmualdmualdmualdmualdmualdmualdmualdmualdmualdmualdmualdmualdmualdmualdmualdmualdmualdmualdmualdmualdmualdmualdmualdmualdmualdmualdmualdmualdmualdmualdmualdmualdmualdmualdmualdmualdmualdmualdmualdmualdmualdmualdmualdmualdmualdmualdmualdmualdmualdmualdmualdmualdmualdmualdmualdmualdmualdmualdmualdmualdmualdmualdmualdmualdmualdmualdmualdmualdmualdmualdmualdmualdmualdmualdmualdmualdmualdmualdmualdmualdmualdmualdmualdmualdmualdmualdmualdmualdmualdmualdmualdmualdmualdmualdmualdmualdmualdmualdmualdmualdmualdmualdmualdmualdmualdmualdmualdmualdmualdmualdmualdmualdmualdmualdmualdmualdmualdmualdmualdmualdmualdmualdmualdmualdmualdmualdmualdmualdmualdmualdmualdmualdmualdmualdmualdmualdmualdmualdmualdmualdmualdmualdmualdmualdmualdmualdmualdmualdmualdmualdmualdmualdmualdmualdmualdmualdmualdmualdmualdmualdmualdmualdmualdmualdmualdmualdmualdmualdmualdmualdmualdmualdmualdmualdmualdmualdmualdmualdmualdmualdmualdmualdmualdmualdmualdmualdmualdmualdmualdmualdmualdmualdmualdmualdmualdmualdmualdmualdmualdmualdmualdmualdmualdmualdmualdmualdmualdmualdmualdmualdmualdmualdmualdmualdmualdmualdmualdmualdmualdmualdmualdmualdmualdmualdmualdmualdmualdmualdmualdmualdmualdmualdmualdmualdmualdmualdmualdmualdmualdmualdmualdmualdmualdmualdmualdmualdmualdmualdmualdmualdmualdmualdmualdmualdmualdmualdmualdmualdmualdmualdmualdmualdmualdmualdmualdmualdmualdmualdmualdmualdmualdmualdmualdmualdmualdmualdmualdmualdmualdmualdmualdmualdmualdmualdmualdmualdmualdmualdmualdmualdmualdmualdmualdmualdmualdmualdmualdmualdmualdmualdmualdmualdmualdmualdmualdmualdmualdmualdmualdmualdmualdmualdmualdmualdmualdmualdmualdmualdmualdmualdmualdmualdmualdmualdmualdmualdmualdmualdmu: [834, 355, 947, 599]
- section-heading: IMPORTANT SAFEGUARDS: [145, 259, 216, 280]
- body-text-block: gp s gp s gp s gp s gp s gp s gp s gp s gp s gp s gp s gp s gp s gp s gp s gp s gp s gp s gp s gp s gp s gp s gp s gp s gp s gp s gp s gp s gp s gp s gp s gp s gp s gp s gp s gp s gp s gp s gp s gp s gp s gp s gp s gp s gp s gp s gp s gp s gp s gp s gp s gp s gp s gp s gp s gp s gp s gp s gp s gp s gp s gp s gp s gp s gp s gp s gp s gp s gp s gp s gp s gp s gp s gp s gp s gp s gp s gp s gp s gp s gp s gp s gp s gp s gp s gp s gp s gp s gp s gp s gp s gp s gp s gp s gp s gp s gp s gp s gp s gp s gp s gp s gp s gp s gp s gp s gp s gp s gp s gp s gp s gp s gp s gp s gp s gp s gp s gp s gp s gp s gp s gp s gp s gp s gp s gp s gp s gp s gp s gp s gp s gp s gp s gp s gp s gp s gp s gp s gp s gp s gp s gp s gp s gp s gp s gp s gp s gp s gp s gp s gp s gp s gp s gp s gp s gp s gp s gp s gp s gp s gp s gp s gp s gp s gp s gp s gp s gp s gp s gp s gp s gp s gp s gp s gp s gp s gp s gp s gp s gp s gp s gp s gp s gp s gp s gp s gp s gp s gp s gp s gp s gp s gp s gp s gp s gp s gp s gp s gp s gp s gp s gp s gp s gp s gp s gp s gp s gp s gp s gp s gp s gp s gp s gp s gp s gp s gp s gp s gp s gp s gp s gp s gp s gp s gp s gp s gp s gp s gp s gp s gp s gp s gp s gp s gp s gp s gp s gp s gp s gp s gp s gp s gp s gp s gp s gp s gp s gp s gp s gp s gp s gp s gp s gp s gp s gp s gp s gp s gp s gp s gp s gp s gp s gp s gp s gp s gp s gp s gp s gp s gp s gp s gp s gp s gp s gp s gp s gp s gp s gp s gp s gp s gp s gp s gp s gp s gp s gp s gp s gp s gp s gp s gp s gp s gp s gp s gp s gp s gp s gp s gp s gp s gp s gp s gp s gp s gp s gp s gp s gp s gp s gp s gp s gp s gp s gp s gp s gp s gp s gp s gp s gp s gp s gp s gp s gp s gp s gp s gp s gp s gp s gp s gp s gp s gp s gp s gp s gp s gp s gp s gp s gp s gp s gp s gp s gp s gp s gp s gp s gp s gp s gp s gp s gp s gp s gp s gp s gp s gp s gp s gp s gp s gp s gp s gp s gp s gp s gp s gp s gp s gp s gp s gp s gp s gp s gp s gp s gp s gp s gp s gp s gp s gp s gp s gp s gp s gp s gp s gp s gp s gp s gp s gp s gp s gp s gp s gp s gp s gp s gp s gp s gp s gp s gp s gp s gp s gp s gp s gp s gp s gp s gp s gp s gp s gp s gp s gp s gp s gp s gp s gp s gp s gp s gp s gp s gp s gp s gp s gp s gp s gp s gp s gp s gp s gp s gp s gp s gp s gp s gp s gp s gp s gp s gp s gp s gp s gp s gp s gp s gp s gp s gp s gp s gp s gp s gp s gp s gp s gp s gp s gp s gp s gp s gp s gp s gp s gp s gp s gp s gp s gp s gp s gp s gp s gp s gp s gp s gp s gp s gp s gp s gp s gp s gp s gp s gp s gp s gp s gp s gp s gp s gp s gp s gp s gp s gp s gp s gp s gp s gp s gp s gp s gp s gp s gp s gp s gp s gp s gp s gp s gp s gp s gp s gp s gp s gp s gp s gp s gp s gp s gp s gp s gp s gp s gp s gp s gp s gp s gp s gp s gp s gp s gp s gp s gp s gp s gp s gp s gp s gp s gp s gp s gp s gp s gp s gp s gp s gp s gp s gp s gp s gp s gp s gp s gp s gp s gp s gp s gp s gp s gp s gp s gp s gp s gp s gp s gp s gp s gp s gp s gp s gp s gp s gp s gp s gp s gp s gp s gp s gp s gp s gp s gp s gp s gp s gp s gp s gp s gp s gp s gp s gp s gp s gp s gp s gp s gp s gp s gp s gp s gp s gp s gp s gp s gp s gp s gp s gp s gp s gp s gp s gp s gp s gp s gp s gp s gp s gp s gp s gp s gp s gp s gp s gp s gp s gp s gp s gp s gp s gp s gp s gp s gp s gp s gp s gp s gp s gp s gp s gp s gp s gp s gp s gp s gp s gp s gp s gp s gp s gp s gp s gp s gp s gp s gp s gp s gp s gp s gp s gp s gp s gp s gp s gp s gp s gp s gp s gp s gp s gp s gp s gp s gp s gp s gp s gp s gp s gp s gp s gp s gp s gp s gp s gp s gp s gp s gp s gp s gp s gp s gp s gp s gp s gp s gp s gp s gp s gp s gp s gp s gp s gp s gp s gp s gp s gp s gp s gp s gp s gp s gp s gp s gp s gp s gp s gp s gp s gp s gp s gp s gp s gp s gp s gp s gp s gp s gp s gp s gp s gp s gp s gp s gp s gp s gp s gp s gp s gp s gp s gp s gp s gp s gp s gp s gp s gp s gp s gp s gp s gp s gp s gp s gp s gp s gp s gp s gp s gp s gp s gp s gp s gp s gp s gp s gp s gp s gp s gp s gp s gp s gp s gp s gp s gp s gp s gp s gp s gp s gp s gp s gp s gp s gp s gp s gp s gp s gp s gp s gp s gp s gp s gp s gp s gp s gp s gp s gp s gp s gp s gp s gp s gp s gp s gp s gp s gp s gp s gp s gp s gp s gp s gp s gp s gp s gp s gp s gp s gp s gp s gp s gp s gp s gp s gp s gp s gp s gp s gp s gp s gp s gp s gp s gp s gp s gp s gp s gp s gp s gp s gp s gp s gp s gp s gp s gp s gp s gp s gp s gp s gp s gp s gp s gp s gp s gp s gp s gp s gp s gp s gp s gp s gp s gp s gp s gp s gp s gp s gp s gp s gp s gp s gp s gp s gp s gp s gp s gp s gp s gp s gp s gp s gp s gp s gp s gp s gp s gp s gp s gp s gp s gp s gp s gp s gp s gp s gp s gp s gp s gp s gp s gp s gp s gp s gp s gp s gp s gp s gp s gp s gp s gp s gp s gp s gp s gp s gp s gp s gp s gp s gp s gp s gp s gp s gp s gp s gp s gp s gp s gp s gp s gp s gp s gp s gp s gp s gp s gp s gp s gp s gp s gp s gp s gp: [124, 283, 237, 527]
- body-text-block: s gp s gp s gp s gp s gp s gp s gp s gp s gp s gp s gp s gp s gp s gp s gp s gp s gp s gp s gp s gp s gp s gp s gp s gp s gp s gp s gp s gp s gp s gp s gp s gp s gp s gp s gp s gp s gp s gp s gp s gp s gp s gp s gp s gp s gp s gp s gp s gp s gp s gp s gp s gp s gp s gp s gp s gp s gp s gp s gp s gp s gp s gp s gp s gp s gp s gp s gp s gp s gp s gp s gp s gp s gp s gp s gp s gp s gp s gp s gp s gp s gp s gp s gp s gp s gp s gp s gp s gp s gp s gp s gp s gp s gp s gp s gp s gp s gp s gp s gp s gp s gp s gp s gp s gp s gp s gp s gp s gp s gp s gp s gp s gp s gp s gp s gp s gp s gp s gp s gp s gp s gp s gp s gp s gp s gp s gp s gp s gp s gp s gp s gp s gp s gp s gp s gp s gp s gp s gp s gp s gp s gp s gp s gp s gp s gp s gp s gp s gp s gp s gp s gp s gp s gp s gp s gp s gp s gp s gp s gp s gp s gp s gp s gp s gp s gp s gp s gp s gp s gp s gp s gp s gp s gp s gp s gp s gp s gp s gp s gp s gp s gp s gp s gp s gp s gp s gp s gp s gp s gp s gp s gp s gp s gp s gp s gp s gp s gp s gp s gp s gp s gp s gp s gp s gp s gp s gp s gp s gp s gp s gp s gp s gp s gp s gp s gp s gp s gp s gp s gp s gp s gp s gp s gp s gp s gp s gp s gp s gp s gp s gp s gp s gp s gp s gp s gp s gp s gp s gp s gp s gp s gp s gp s gp s gp s gp s gp s gp s gp s gp s gp s gp s gp s gp s gp s gp s gp s gp s gp s gp s gp s gp s gp s gp s gp s gp s gp s gp s gp s gp s gp s gp s gp s gp s gp s gp s gp s gp s gp s gp s gp s gp s gp s gp s gp s gp s gp s gp s gp s gp s gp s gp s gp s gp s gp s gp s gp s gp s gp s gp s gp s gp s gp s gp s gp s gp s gp s gp s gp s gp s gp s gp s gp s gp s gp s gp s gp s gp s gp s gp s gp s gp s gp s gp s gp s gp s gp s gp s gp s gp s gp s gp s gp s gp s gp s gp s gp s gp s gp s gp s gp s gp s gp s gp s gp s gp s gp s gp s gp s gp s gp s gp s gp s gp s gp s gp s gp s gp s gp s gp s gp s gp s gp s gp s gp s gp s gp s gp s gp s gp s gp s gp s gp: [716, 406, 829, 504]
- column-3: [242, 4, 355, 664]
- figure-1-label: Fig. 1: [726, 167, 739, 173]
- column-4: [360, 4, 473, 664]
- body-text-block: dmualdmualdmualdmualdmualdmualdmualdmualdmualdmualdmualdmualdmualdmualdmualdmualdmualdmualdmualdmualdmualdmualdmualdmualdmualdmualdmualdmualdmualdmualdmualdmualdmualdmualdmualdmualdmualdmualdmualdmualdmualdmualdmualdmualdmualdmualdmualdmualdmualdmualdmualdmualdmualdmualdmualdmualdmualdmualdmualdmualdmualdmualdmualdmualdmualdmualdmualdmualdmualdmualdmualdmualdmualdmualdmualdmualdmualdmualdmualdmualdmualdmualdmualdmualdmualdmualdmualdmualdmualdmualdmualdmualdmualdmualdmualdmualdmualdmualdmualdmualdmualdmualdmualdmualdmualdmualdmualdmualdmualdmualdmualdmualdmualdmualdmualdmualdmualdmualdmualdmualdmualdmualdmualdmualdmualdmualdmualdmualdmualdmualdmualdmualdmualdmualdmualdmualdmualdmualdmualdmualdmualdmualdmualdmualdmualdmualdmualdmualdmualdmualdmualdmualdmualdmualdmualdmualdmualdmualdmualdmualdmualdmualdmualdmualdmualdmualdmualdmualdmualdmualdmualdmualdmualdmualdmualdmualdmualdmualdmualdmualdmualdmualdmualdmualdmualdmualdmualdmualdmualdmualdmualdmualdmualdmualdmualdmualdmualdmualdmualdmualdmualdmualdmualdmualdmualdmualdmualdmualdmualdmualdmualdmualdmualdmualdmualdmualdmualdmualdmualdmualdmualdmualdmualdmualdmualdmualdmualdmualdmualdmualdmualdmualdmualdmualdmualdmualdmualdmualdmualdmualdmualdmualdmualdmualdmualdmualdmualdmualdmualdmualdmualdmualdmualdmualdmualdmualdmualdmualdmualdmualdmualdmualdmualdmualdmualdmualdmualdmualdmualdmualdmualdmualdmualdmualdmualdmualdmualdmualdmualdmualdmualdmualdmualdmualdmualdmualdmualdmualdmualdmualdmualdmualdmualdmualdmualdmualdmualdmualdmualdmualdmualdmualdmualdmualdmualdmualdmualdmualdmualdmualdmualdmualdmualdmualdmualdmualdmualdmualdmualdmualdmualdmualdmualdmualdmualdmualdmualdmualdmualdmualdmualdmualdmualdmualdmualdmualdmualdmualdmualdmualdmualdmualdmualdmualdmualdmualdmualdmualdmualdmualdmualdmualdmualdmualdmualdmualdmualdmualdmualdmualdmualdmualdmualdmualdmualdmualdmualdmualdmualdmualdmualdmualdmualdmualdmualdmualdmualdmualdmualdmualdmualdmualdmualdmualdmualdmualdmualdmualdmualdmualdmualdmualdmualdmualdmualdmualdmualdmualdmualdmualdmualdmualdmualdmualdmualdmualdmualdmualdmualdmualdmualdmualdmualdmualdmualdmualdmualdmualdmualdmualdmualdmualdmualdmualdmualdmualdmualdmualdmualdmualdmualdmualdmualdmualdmualdmualdmualdmualdmualdmualdmualdmualdmualdmualdmualdmualdmualdmualdmualdmualdmualdmualdmualdmualdmualdmualdmualdmualdmualdmualdmualdmualdmualdmualdmualdmualdmualdmualdmualdmualdmualdmualdmualdmualdmualdmualdmualdmualdmualdmualdmualdmualdmualdmualdmualdmualdmualdmualdmualdmualdmualdmualdmualdmualdmualdmualdmualdmualdmualdmualdmualdmualdmualdmualdmualdmualdmualdmualdmualdmualdmualdmualdmualdmualdmualdmualdmualdmualdmualdmualdmualdmualdmualdmualdmualdmualdmualdmualdmualdmualdmualdmualdmualdmualdmualdmualdmualdmualdmualdmualdmualdmualdmualdmualdmualdmualdmualdmualdmualdmualdmualdmualdmualdmualdmualdmualdmualdmualdmualdmualdmualdmualdmualdmualdmualdmualdmualdmualdmualdmualdmualdmualdmualdmualdmualdmualdmualdmualdmualdmualdmualdmualdmualdmualdmualdmualdmualdmualdmualdmualdmualdmualdmualdmualdmualdmualdmualdmualdmualdmualdmualdmualdmualdmualdmualdmualdmualdmualdmualdmualdmualdmualdmualdmualdmualdmualdmualdmualdmualdmualdmualdmualdmualdmualdmualdmualdmualdmualdmualdmualdmualdmualdmualdmualdmualdmualdmualdmualdmualdmualdmualdmualdmualdmualdmualdmualdmualdmualdmualdmualdmualdmualdmualdmualdmualdmualdmualdmualdmualdmualdmualdmualdmualdmualdmualdmualdmualdmualdmualdmualdmualdmualdmualdmualdmualdmualdmualdmualdmualdmualdmualdmualdmualdmualdmualdmualdmualdmualdmualdmualdmualdmualdmualdmualdmualdmualdmualdmualdmualdmualdmualdmualdmualdmualdmualdmualdmualdmualdmualdmualdmualdmualdmualdmualdmualdmualdmualdmualdmuald: [124, 4, 237, 240]
- language-tab: DE: [480, 67, 499, 75]
- column-7: [716, 176, 829, 664]
- page-number: 6: [652, 672, 655, 677]
- section-heading: CONSERVEZ SOIGNEUSEMENT CES INSTRUCTIONS: [360, 114, 473, 145]
- language-tab: ES: [598, 205, 617, 213]
- language-tab: FR: [242, 319, 261, 327]
- callout-b: B: [741, 53, 744, 58]
- column-6: [598, 4, 711, 664]
- body-text-block: lto clto clto clto clto clto clto clto clto clto clto clto clto clto clto clto clto clto clto clto clto clto clto clto clto clto clto clto clto clto clto clto clto clto clto clto clto clto clto clto clto clto clto clto clto clto clto clto clto clto clto clto clto clto clto clto clto clto clto clto clto clto clto clto clto clto clto clto clto clto clto clto clto clto clto clto clto clto clto clto clto clto clto clto clto clto clto clto clto clto clto clto clto clto clto clto clto clto clto clto clto clto clto clto clto clto clto clto clto clto clto clto clto clto clto clto clto clto clto clto clto clto clto clto clto clto clto clto clto clto clto clto clto clto clto clto clto clto clto clto clto clto clto clto clto clto clto clto clto clto clto clto clto clto clto clto clto clto clto clto clto clto clto clto clto clto clto clto clto clto clto clto clto clto clto clto clto clto clto clto clto clto clto clto clto clto clto clto clto clto clto clto clto clto clto clto clto clto clto clto clto clto clto clto clto clto clto clto clto clto clto clto clto clto clto clto clto clto clto clto clto clto clto clto clto clto clto clto clto clto clto clto clto clto clto clto clto clto clto clto clto clto clto clto clto clto clto clto clto clto clto clto clto clto clto clto clto clto clto clto clto clto clto clto clto clto clto clto clto clto clto clto clto clto clto clto clto clto clto clto clto clto clto clto clto clto clto clto clto clto clto clto clto clto clto clto clto clto clto clto clto clto clto clto clto clto clto clto clto clto clto clto clto clto clto clto clto clto clto clto clto clto clto clto clto clto clto clto clto clto clto clto clto clto clto clto clto clto clto clto clto clto clto clto clto clto clto clto clto clto clto clto clto clto clto clto clto clto clto clto clto clto clto clto clto clto clto clto clto clto clto clto clto clto clto clto clto clto clto clto clto clto clto clto clto clto clto clto clto clto clto clto clto clto clto clto clto clto clto clto clto clto clto clto clto clto clto clto clto clto clto clto clto clto clto clto clto clto clto clto clto clto clto clto clto clto clto clto clto clto clto clto clto clto clto clto clto clto clto clto clto clto clto clto clto clto clto clto clto clto clto clto clto clto clto clto clto clto clto clto clto clto clto clto clto clto clto clto clto clto clto clto clto clto clto clto clto clto clto clto clto clto clto clto clto clto clto clto clto clto clto clto clto clto clto clto clto clto clto clto clto clto clto clto clto clto clto clto clto clto clto clto clto clto clto clto clto clto clto clto clto clto clto clto clto clto clto clto clto clto clto clto clto clto clto clto clto clto clto clto clto clto clto clto clto clto: [242, 354, 355, 477]
- section-heading: DO NOT THROW AWAY THESE INSTRUCTIONS: [124, 528, 237, 549]
- section-heading: ANLEITUNG AUFBEWAHREN: [496, 312, 577, 334]
- appliance-assembly-drawing: [835, 193, 942, 272]
- body-text-block: lto clto clto clto clto clto clto clto clto clto clto clto clto clto clto clto clto clto clto clto clto clto clto clto clto clto clto clto clto clto clto clto clto clto clto clto clto clto clto clto clto clto clto clto clto clto clto clto clto clto clto clto clto clto clto clto clto clto clto clto clto clto clto clto clto clto clto clto clto clto clto clto clto clto clto clto clto clto clto clto clto clto clto clto clto clto clto clto clto clto clto clto clto clto clto clto clto clto clto clto clto clto clto clto clto clto clto clto clto clto clto clto clto clto clto clto clto clto clto clto clto clto clto clto clto clto clto clto clto clto clto clto clto clto clto clto clto clto clto clto clto clto clto clto clto clto clto clto clto clto clto clto clto clto clto clto clto clto clto clto clto clto clto clto clto clto clto clto clto clto clto clto clto clto clto clto clto clto clto clto clto clto clto clto clto clto clto clto clto clto clto clto clto clto clto clto clto clto clto clto clto clto clto clto clto clto clto clto clto clto clto clto clto clto clto clto clto clto clto clto clto clto clto clto clto clto clto clto clto clto clto clto clto clto clto clto clto clto clto clto clto clto clto clto clto clto clto clto clto clto clto clto clto clto clto clto clto clto clto clto clto clto clto clto clto clto clto clto clto clto clto clto clto clto clto clto clto clto clto clto clto clto clto clto clto clto clto clto clto clto clto clto clto clto clto clto clto clto clto clto clto clto clto clto clto clto clto clto clto clto clto clto clto clto clto clto clto clto clto clto clto clto clto clto clto clto clto clto clto clto clto clto clto clto clto clto clto clto clto clto clto clto clto clto clto clto clto clto clto clto clto clto clto clto clto clto clto clto clto clto clto clto clto clto clto clto clto clto clto clto clto clto clto clto clto clto clto clto clto clto clto clto clto clto clto clto clto clto clto clto clto clto clto clto clto clto clto clto clto clto clto clto clto clto clto clto clto clto clto clto clto clto clto clto clto clto clto clto clto clto clto clto clto clto clto clto clto clto clto clto clto clto clto clto clto clto clto clto clto clto clto clto clto clto clto clto clto clto clto clto clto clto clto clto clto clto clto clto clto clto clto clto clto clto clto clto clto clto clto clto clto clto clto clto clto clto clto clto clto clto clto clto clto clto clto clto clto clto clto clto clto clto clto clto clto clto c: [360, 4, 473, 114]
- section-heading: ADVERTÊNCIAS IMPORTANTES: [850, 331, 931, 352]
- figure-1: [724, 4, 942, 164]
- column-1: [6, 4, 119, 664]
- callout-c: C: [741, 97, 744, 102]
- body-text-block: ozndfozndfozndfozndfozndfozndfozndfozndfozndfozndfozndfozndfozndfozndfozndfozndfozndfozndfozndfozndfozndfozndfozndfozndfozndfozndfozndfozndfozndfozndfozndfozndfozndfozndfozndfozndfozndfozndfozndfozndfozndfozndfozndfozndfozndfozndfozndfozndfozndfozndfozndfozndfozndfozndfozndfozndfozndfozndfozndfozndfozndfozndfozndfozndfozndfozndfozndfozndfozndfozndfozndfozndfozndfozndfozndfozndfozndfozndfozndfozndfozndfozndfozndfozndfozndfozndfozndfozndfozndfozndfozndfozndfozndfozndfozndfozndfozndfozndfozndfozndfozndfozndfozndfozndfozndfozndfozndfozndfozndfozndfozndfozndfozndfozndfozndfozndfozndfozndfozndfozndfozndfozndfozndfozndfozndfozndfozndfozndfozndfozndfozndfozndfozndfozndfozndfozndfozndfozndfozndfozndfozndfozndfozndfozndfozndfozndfozndfozndfozndfozndfozndfozndfozndfozndfozndfozndfozndfozndfozndfozndfozndfozndfozndfozndfozndfozndfozndfozndfozndfozndfozndfozndfozndfozn: [480, 4, 593, 59]
- column-5: [480, 4, 593, 664]
- body-text-block: v cenv cenv cenv cenv cenv cenv cenv cenv cenv cenv cenv cenv cenv cenv cenv cenv cenv cenv cenv cenv cenv cenv cenv cenv cenv cenv cenv cenv cenv cenv cenv cenv cenv cenv cenv cenv cenv cenv cenv cenv cenv cenv cenv cenv cenv cenv cenv cenv cenv cenv cenv cenv cenv cenv cenv cenv cenv cenv cenv cenv cenv cenv cenv cenv cenv cenv cenv cenv cenv cenv cenv cenv cenv cenv cenv cenv cenv cenv cenv cenv cenv cenv cenv cenv cenv cenv cenv cenv cenv cenv cenv cenv cenv cenv cenv cenv cenv cenv cenv cenv cenv cenv cenv cenv cenv cenv cenv cenv cenv cenv cenv cenv cenv cenv cenv cenv cenv cenv cenv cenv cenv cenv cenv cenv cenv cenv cenv cenv cenv cenv cenv cenv cenv cenv cenv cenv cenv cenv cenv cenv cenv cenv cenv cenv cenv cenv cenv cenv cenv cenv cenv cenv cenv cenv cenv cenv cenv cenv cenv cenv cenv cenv cenv cenv cenv cenv cenv cenv cenv cenv cenv cenv cenv cenv cenv cenv cenv cenv cenv cenv cenv cenv cenv cenv cenv cenv cenv cenv cenv cenv cenv cenv cenv cenv cenv cenv cenv cenv cenv cenv cenv cenv cenv cenv cenv cenv cenv cenv cenv cenv cenv cenv cenv cenv cenv cenv cenv cenv cenv cenv cenv cenv cenv cenv cenv cenv cenv cenv cenv cenv cenv cenv cenv cenv cenv cenv cenv cenv cenv cenv cenv cenv cenv cenv cenv cenv cenv cenv cenv cenv cenv cenv cenv cenv cenv cenv cenv cenv cenv cenv cenv cenv cenv cenv cenv cenv cenv cenv cenv cenv cenv cenv cenv cenv cenv cenv cenv cenv cenv cenv cenv cenv cenv cenv cenv cenv cenv cenv cenv cenv cenv cenv cenv cenv cenv cenv cenv cenv cenv cenv cenv cenv cenv cenv cenv cenv cenv cenv cenv cenv cenv cenv cenv cenv cenv cenv cenv cenv cenv cenv cenv cenv cenv cenv cenv cenv cenv cenv cenv cenv cenv cenv cenv cenv cenv cenv cenv cenv cenv cenv cenv cenv cenv cenv cenv cenv cenv cenv cenv cenv cenv cenv cenv cenv cenv cenv cenv cenv cenv cenv cenv cenv cenv cenv cenv cenv cenv cenv cenv cenv cenv cenv cenv cenv cenv cenv cenv cenv cenv cenv cenv cenv cenv cenv cenv cenv cenv cenv cenv cenv cenv cenv cenv cenv cenv cenv cenv cenv cenv cenv cenv cenv cenv cenv cenv cenv cenv cenv cenv cenv cenv cenv cenv cenv cenv cenv cenv cenv cenv cenv cenv cenv cenv cenv cenv cenv cenv cenv cenv cenv cenv cenv cenv cenv cenv cenv cenv cenv cenv cenv cenv cenv cenv cenv cenv cenv cenv cenv cenv cenv cenv cenv cenv cenv cenv cenv cenv cenv cenv cenv cenv cenv cenv cenv cenv cenv cenv cenv cenv cenv cenv cenv cenv cenv cenv cenv cenv cenv cenv cenv cenv cenv cenv cenv cenv cenv cenv cenv cenv cenv cenv cenv cenv cenv cenv cenv cenv cenv cenv cenv cenv cenv cenv cenv cenv cenv cenv cenv cenv cenv cenv cenv cenv cenv cenv cenv cenv cenv cenv cenv cenv cenv cenv cenv cenv cenv cenv cenv cenv cenv cenv cenv cenv cenv cenv cenv cenv cenv cenv cenv cenv cenv cenv cenv cenv cenv cenv cenv cenv cenv cenv cenv cenv cenv cenv cenv cenv cenv cenv cenv cenv cenv cenv cenv cenv cenv cenv cenv cenv cenv cenv cenv cenv cenv cenv cenv cenv cenv cenv cenv cenv cenv cenv cenv cenv cenv cenv cenv cenv cenv cenv cenv cenv cenv cenv cenv cenv cenv cenv cenv cenv cenv cenv cenv cenv cenv cenv cenv cenv cenv cenv cenv cenv cenv cenv cenv cenv cenv cenv cenv cenv cenv cenv cenv cenv cenv cenv cenv cenv cenv cenv cenv cenv cenv cenv cenv cenv cenv cenv cenv cenv cenv cenv cenv cenv cenv cenv cenv cenv cenv cenv cenv cenv cenv cenv cenv cenv cenv cenv cenv cenv cenv cenv cenv cenv cenv cenv cenv cenv cenv cenv cenv cenv cenv cenv cenv cenv cenv cenv cenv cenv cenv cenv cenv cenv cenv cenv cenv cenv cenv cenv cenv cenv cenv cenv cenv cenv cenv cenv cenv cenv cenv cenv cenv cenv cenv cenv cenv cenv cenv cenv cenv cenv cenv cenv cenv cenv cenv cenv cenv cenv cenv cenv cenv cenv cenv cenv cenv cenv cenv cenv cenv cenv cenv cenv cenv cenv cenv cenv cenv cenv cenv cenv cenv cenv cenv cenv cenv cenv cenv cenv cenv cenv cenv cenv cenv cenv cenv cenv cenv cenv cenv cenv cenv cenv cenv cenv cenv cenv cenv cenv cenv cenv cenv cenv cenv cenv cenv cenv cenv cenv cenv cenv cenv cenv cenv cenv cenv cenv cenv cenv cenv cenv cenv cenv cenv cenv cenv cenv cenv cenv cenv cenv cenv cenv cenv cenv cenv cenv cenv cenv cenv cenv cenv cenv cenv cenv cenv cenv cenv cenv cenv cenv cenv cenv cenv cenv cenv cenv cenv cenv cenv cenv cenv cenv cenv cenv cenv cenv cenv cenv cenv cenv cenv cenv cenv cenv cenv cenv cenv cenv cenv cenv cenv cenv cenv cenv cenv cenv cenv cenv cenv cenv cenv cenv cenv cenv cen: [598, 241, 711, 490]
- page-number: 1: [60, 672, 63, 677]
- language-tab: PT: [834, 319, 852, 327]
- page-number: 4: [414, 672, 417, 677]
- language-tab: EN: [124, 247, 143, 255]
- section-heading: GUARDAR ESTAS INSTRUCCIONES: [728, 382, 817, 404]
- column-2: [124, 4, 237, 664]
- page-number: 5: [534, 672, 537, 677]
- section-heading: ADVERTENCIAS IMPORTANTES: [614, 217, 695, 238]
- section-heading: AVERTISSEMENTS IMPORTANTS: [252, 330, 345, 352]
- callout-d: D: [741, 127, 744, 132]
